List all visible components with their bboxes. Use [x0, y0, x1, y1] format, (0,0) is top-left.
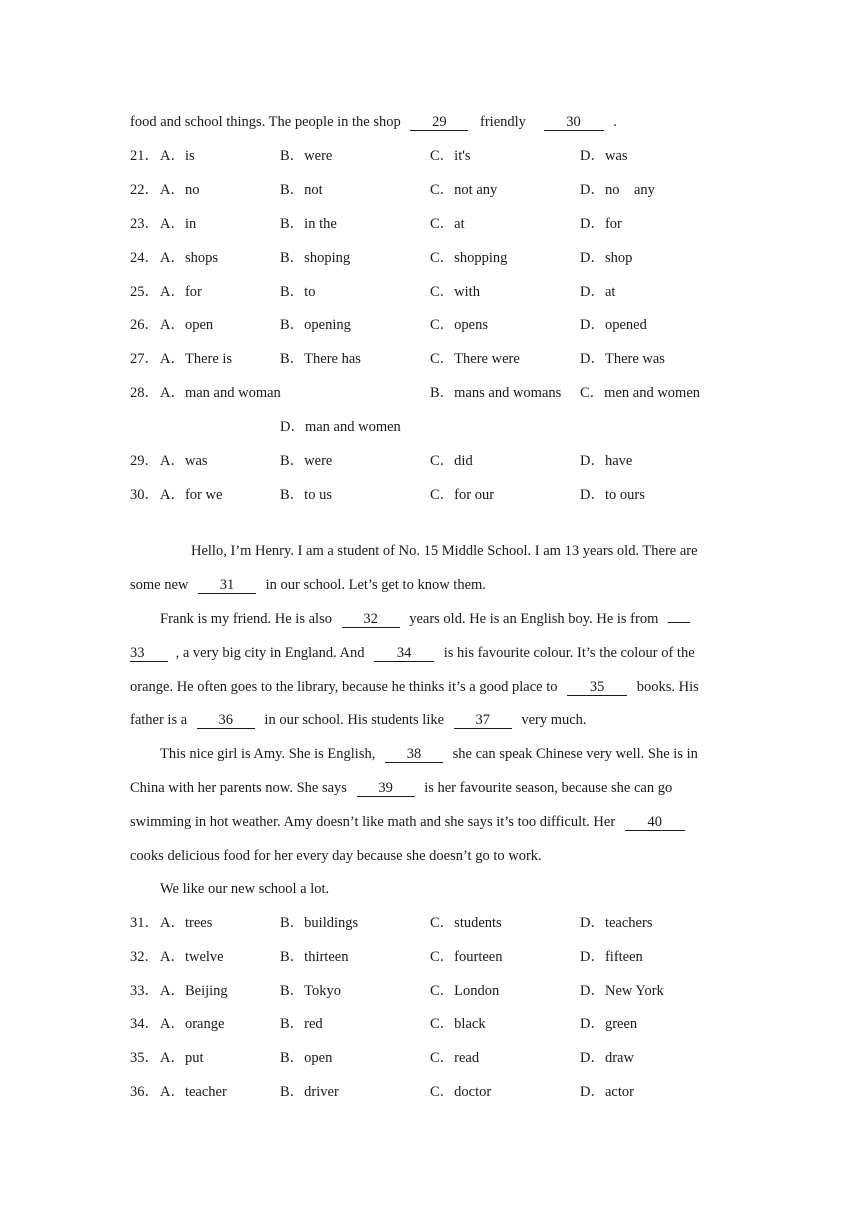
passage-line: [130, 644, 695, 662]
option-d: D．no any: [580, 182, 655, 198]
passage-tail-line: [130, 113, 617, 131]
option-a: A．for we: [160, 487, 223, 503]
passage-text: is his favourite colour. It’s the colour of the: [443, 645, 695, 661]
question-number: 29．: [130, 453, 159, 469]
question-row: [130, 283, 730, 301]
option-d: D．was: [580, 148, 628, 164]
question-number: 35．: [130, 1050, 159, 1066]
option-b: B．shoping: [280, 250, 351, 266]
question-row: [130, 350, 730, 368]
option-d: D．actor: [580, 1084, 634, 1100]
question-row: [130, 147, 730, 165]
option-c: C．doctor: [430, 1084, 492, 1100]
passage-line: [130, 779, 672, 797]
option-c: C．fourteen: [430, 949, 503, 965]
option-a: A．shops: [160, 250, 219, 266]
option-d: D．for: [580, 216, 622, 232]
option-a: A．for: [160, 284, 202, 300]
option-d: D．shop: [580, 250, 633, 266]
question-row: [130, 452, 730, 470]
option-d: D．New York: [580, 983, 664, 999]
option-b: B．Tokyo: [280, 983, 342, 999]
question-row: [130, 316, 730, 334]
passage-text: in our school. Let’s get to know them.: [265, 577, 486, 593]
question-row: [130, 384, 730, 402]
blank-38: 38: [385, 747, 443, 763]
option-a: A．in: [160, 216, 197, 232]
option-c: C．for our: [430, 487, 495, 503]
blank-33: 33: [130, 646, 168, 662]
option-b: B．to us: [280, 487, 332, 503]
blank-34: 34: [374, 646, 434, 662]
option-d: D．fifteen: [580, 949, 643, 965]
option-a: A．trees: [160, 915, 213, 931]
question-row: [130, 914, 730, 932]
option-b: B．buildings: [280, 915, 359, 931]
option-d: D．man and women: [280, 419, 401, 435]
option-a: A．man and woman: [160, 385, 281, 401]
option-c: C．London: [430, 983, 500, 999]
passage-text: years old. He is an English boy. He is from: [409, 611, 659, 627]
question-number: 30．: [130, 487, 159, 503]
option-a: A．Beijing: [160, 983, 228, 999]
blank-37: 37: [454, 713, 512, 729]
blank-31: 31: [198, 578, 256, 594]
question-number: 25．: [130, 284, 159, 300]
option-c: C．at: [430, 216, 465, 232]
question-number: 22．: [130, 182, 159, 198]
question-row: [130, 215, 730, 233]
question-row: [130, 1083, 730, 1101]
passage-text: books. His: [636, 679, 699, 695]
option-c: C．not any: [430, 182, 498, 198]
option-c: C．shopping: [430, 250, 508, 266]
passage-text: , a very big city in England. And: [175, 645, 365, 661]
passage-text: We like our new school a lot.: [160, 881, 330, 897]
blank-35: 35: [567, 680, 627, 696]
blank-40: 40: [625, 815, 685, 831]
option-b: B．were: [280, 148, 333, 164]
option-d: D．teachers: [580, 915, 653, 931]
option-a: A．no: [160, 182, 200, 198]
passage-line: [130, 711, 587, 729]
question-number: 26．: [130, 317, 159, 333]
question-row-continued: [130, 418, 730, 436]
question-row: [130, 982, 730, 1000]
option-d: D．There was: [580, 351, 665, 367]
option-a: A．is: [160, 148, 195, 164]
passage-text: is her favourite season, because she can go: [424, 780, 673, 796]
passage-text: This nice girl is Amy. She is English,: [160, 746, 376, 762]
question-number: 27．: [130, 351, 159, 367]
option-b: B．opening: [280, 317, 351, 333]
option-d: D．have: [580, 453, 633, 469]
option-b: B．in the: [280, 216, 337, 232]
option-b: B．red: [280, 1016, 323, 1032]
option-c: C．black: [430, 1016, 486, 1032]
option-a: A．teacher: [160, 1084, 227, 1100]
option-d: D．at: [580, 284, 616, 300]
passage-line: [191, 542, 698, 560]
option-b: B．open: [280, 1050, 333, 1066]
option-a: A．twelve: [160, 949, 224, 965]
passage-text: some new: [130, 577, 189, 593]
question-number: 21．: [130, 148, 159, 164]
option-a: A．orange: [160, 1016, 225, 1032]
option-c: C．read: [430, 1050, 480, 1066]
passage-text: cooks delicious food for her every day because she doesn’t go to work.: [130, 848, 542, 864]
passage-line: [130, 576, 486, 594]
passage-text: swimming in hot weather. Amy doesn’t like math and she says it’s too difficult. Her: [130, 814, 616, 830]
passage-text: father is a: [130, 712, 188, 728]
passage-text: orange. He often goes to the library, because he thinks it’s a good place to: [130, 679, 558, 695]
question-row: [130, 1049, 730, 1067]
option-b: B．thirteen: [280, 949, 349, 965]
blank-32: 32: [342, 612, 400, 628]
question-number: 32．: [130, 949, 159, 965]
question-row: [130, 181, 730, 199]
passage-text: she can speak Chinese very well. She is in: [452, 746, 698, 762]
passage-text: China with her parents now. She says: [130, 780, 347, 796]
option-d: D．green: [580, 1016, 638, 1032]
question-number: 36．: [130, 1084, 159, 1100]
option-a: A．open: [160, 317, 214, 333]
passage-line: [160, 610, 690, 628]
passage-line: [130, 847, 542, 865]
option-b: B．driver: [280, 1084, 339, 1100]
passage-text: in our school. His students like: [264, 712, 445, 728]
blank-29: 29: [410, 115, 468, 131]
blank-39: 39: [357, 781, 415, 797]
option-c: C．with: [430, 284, 480, 300]
blank-33-start: [668, 622, 690, 623]
option-d: D．opened: [580, 317, 647, 333]
option-b: B．not: [280, 182, 323, 198]
passage-text: food and school things. The people in the shop: [130, 114, 401, 130]
option-c: C．it's: [430, 148, 471, 164]
question-number: 34．: [130, 1016, 159, 1032]
question-row: [130, 1015, 730, 1033]
option-b: B．were: [280, 453, 333, 469]
option-c: C．students: [430, 915, 502, 931]
option-d: D．draw: [580, 1050, 634, 1066]
option-a: A．was: [160, 453, 208, 469]
passage-line: [160, 880, 329, 898]
question-row: [130, 948, 730, 966]
option-c: C．did: [430, 453, 473, 469]
passage-text: .: [613, 114, 617, 130]
option-c: C．men and women: [580, 385, 701, 401]
question-row: [130, 486, 730, 504]
option-a: A．put: [160, 1050, 204, 1066]
option-c: C．opens: [430, 317, 488, 333]
blank-36: 36: [197, 713, 255, 729]
question-row: [130, 249, 730, 267]
passage-line: [130, 678, 699, 696]
passage-text: very much.: [521, 712, 587, 728]
option-a: A．There is: [160, 351, 233, 367]
option-b: B．There has: [280, 351, 361, 367]
question-number: 31．: [130, 915, 159, 931]
option-b: B．to: [280, 284, 316, 300]
option-d: D．to ours: [580, 487, 645, 503]
passage-line: [160, 745, 698, 763]
passage-text: Frank is my friend. He is also: [160, 611, 332, 627]
question-number: 28．: [130, 385, 159, 401]
passage-text: Hello, I’m Henry. I am a student of No. 15 Middle School. I am 13 years old. There are: [191, 543, 698, 559]
option-b: B．mans and womans: [430, 385, 562, 401]
passage-text: friendly: [480, 114, 526, 130]
question-number: 24．: [130, 250, 159, 266]
question-number: 23．: [130, 216, 159, 232]
question-number: 33．: [130, 983, 159, 999]
passage-line: [130, 813, 685, 831]
option-c: C．There were: [430, 351, 520, 367]
blank-30: 30: [544, 115, 604, 131]
